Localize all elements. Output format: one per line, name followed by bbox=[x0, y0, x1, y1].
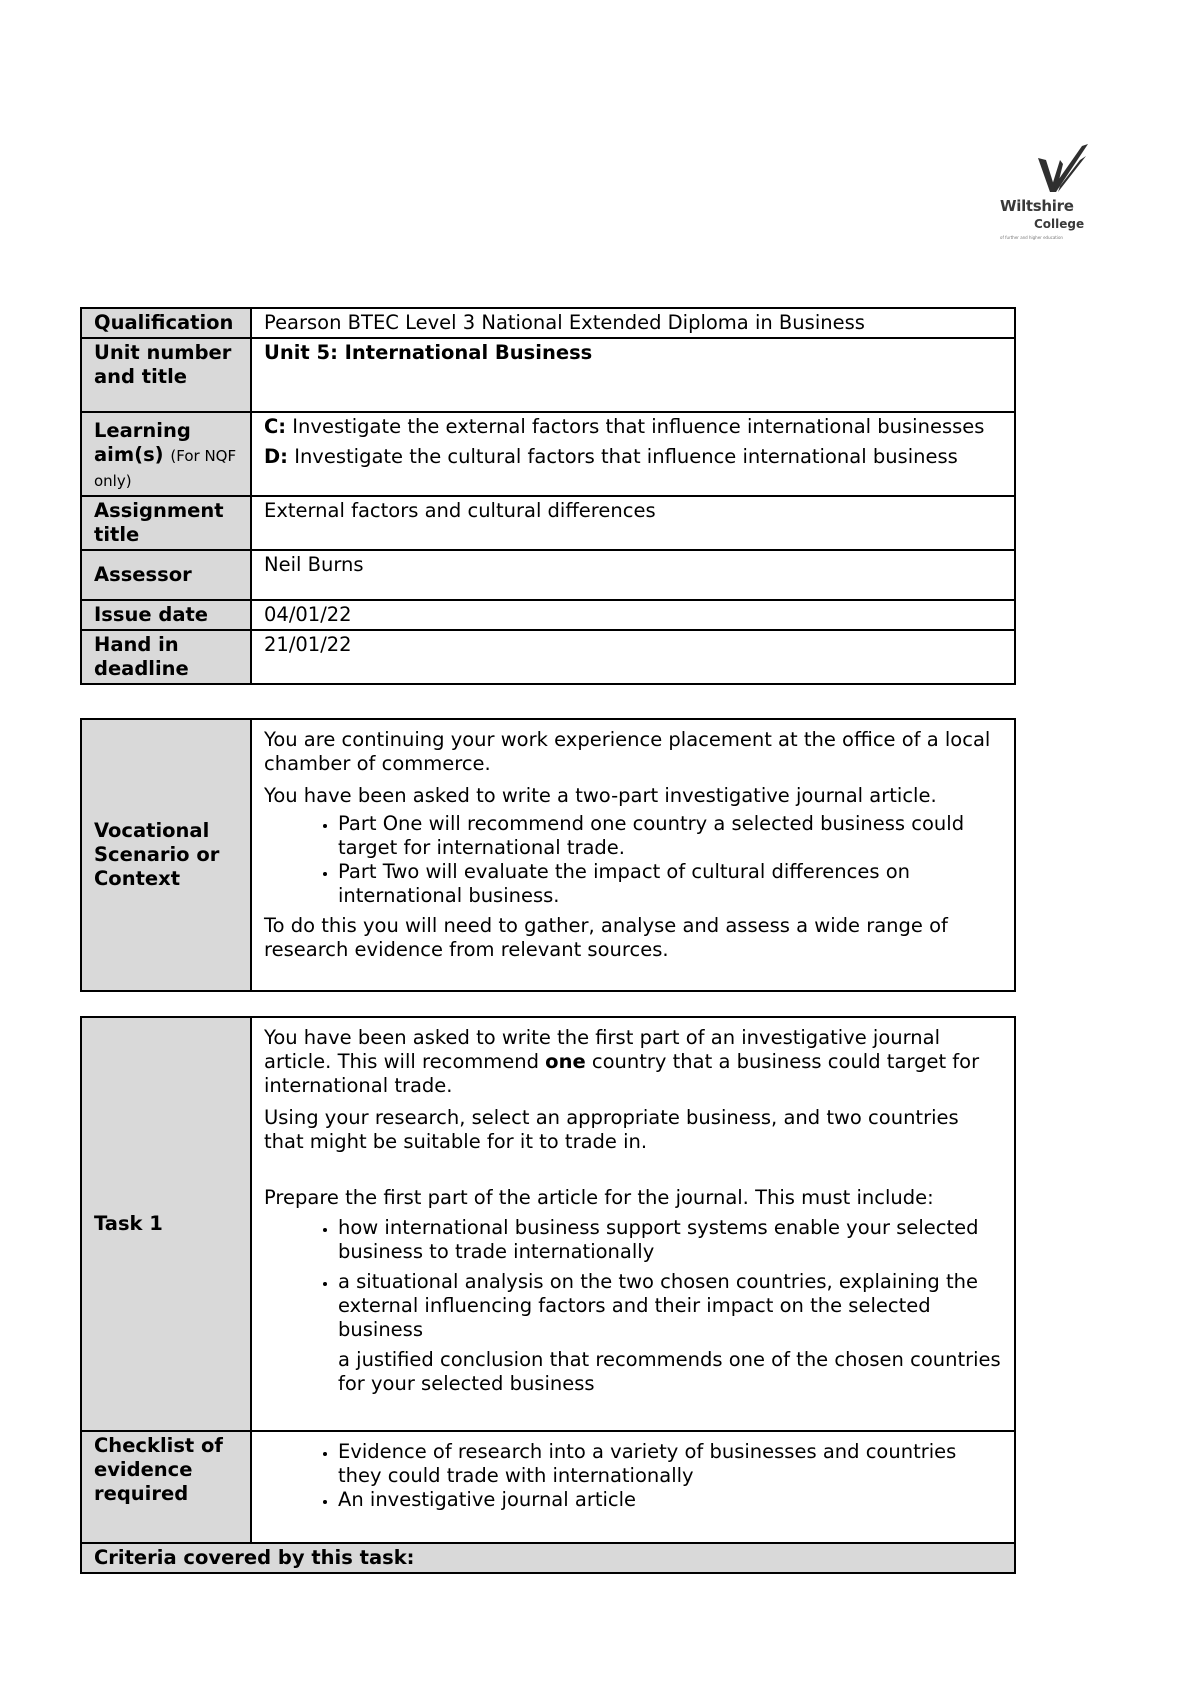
aim-d-letter: D: bbox=[264, 445, 288, 468]
issue-date-value: 04/01/22 bbox=[251, 600, 1015, 630]
scenario-bullet-2: • Part Two will evaluate the impact of cultural differences on international business. bbox=[338, 860, 1004, 908]
college-logo bbox=[1000, 145, 1100, 245]
qualification-row bbox=[81, 308, 1015, 338]
assessor-label: Assessor bbox=[81, 550, 251, 600]
deadline-value: 21/01/22 bbox=[251, 630, 1015, 684]
assignment-details-table bbox=[80, 307, 1016, 685]
learning-aims-note: (For NQF only) bbox=[94, 447, 237, 490]
assessor-value: Neil Burns bbox=[251, 550, 1015, 600]
criteria-label: Criteria covered by this task: bbox=[81, 1543, 1015, 1573]
logo-sub: College bbox=[1034, 217, 1085, 231]
task-paragraph-3: Prepare the first part of the article for the journal. This must include: bbox=[264, 1186, 934, 1209]
scenario-paragraph-3: To do this you will need to gather, analyse and assess a wide range of research evidence from relevant sources. bbox=[264, 914, 948, 961]
scenario-bullet-1: • Part One will recommend one country a selected business could target for international trade. bbox=[338, 812, 1004, 860]
logo-name: Wiltshire bbox=[1000, 197, 1074, 215]
scenario-paragraph-2: You have been asked to write a two-part investigative journal article. bbox=[264, 784, 937, 807]
aim-d-text: Investigate the cultural factors that influence international business bbox=[288, 445, 958, 468]
task-content bbox=[251, 1017, 1015, 1431]
checklist-bullet-1: • Evidence of research into a variety of businesses and countries they could trade with internationally bbox=[338, 1440, 1004, 1488]
tick-logo-icon bbox=[1036, 142, 1096, 197]
assignment-title-label: Assignment title bbox=[81, 496, 251, 550]
scenario-bullets bbox=[264, 812, 1004, 908]
criteria-row bbox=[81, 1543, 1015, 1573]
checklist-row bbox=[81, 1431, 1015, 1543]
issue-date-label: Issue date bbox=[81, 600, 251, 630]
task-p1-emphasis: one bbox=[545, 1050, 586, 1073]
task-paragraph-1 bbox=[264, 1026, 1004, 1098]
qualification-value: Pearson BTEC Level 3 National Extended Diploma in Business bbox=[251, 308, 1015, 338]
task-label: Task 1 bbox=[81, 1017, 251, 1431]
task-p1-start: You have been asked to write the first part of an investigative journal article. This will recommend bbox=[264, 1026, 941, 1073]
assignment-title-row bbox=[81, 496, 1015, 550]
assignment-title-value: External factors and cultural differences bbox=[251, 496, 1015, 550]
deadline-label: Hand in deadline bbox=[81, 630, 251, 684]
scenario-content bbox=[251, 719, 1015, 991]
learning-aims-value bbox=[251, 412, 1015, 496]
unit-value: Unit 5: International Business bbox=[251, 338, 1015, 412]
checklist-bullet-2: • An investigative journal article bbox=[338, 1488, 1004, 1512]
task-table bbox=[80, 1016, 1016, 1574]
assessor-row bbox=[81, 550, 1015, 600]
task-row bbox=[81, 1017, 1015, 1431]
aim-c-letter: C: bbox=[264, 415, 287, 438]
unit-label: Unit number and title bbox=[81, 338, 251, 412]
unit-row bbox=[81, 338, 1015, 412]
task-paragraph-2: Using your research, select an appropriate business, and two countries that might be suitable for it to trade in. bbox=[264, 1106, 959, 1153]
scenario-label: Vocational Scenario or Context bbox=[81, 719, 251, 991]
task-bullet-1: • how international business support systems enable your selected business to trade internationally bbox=[338, 1216, 1004, 1264]
task-p1-end: country that a business could target for international trade. bbox=[264, 1050, 980, 1097]
learning-aims-label-cell bbox=[81, 412, 251, 496]
scenario-table bbox=[80, 718, 1016, 992]
issue-date-row bbox=[81, 600, 1015, 630]
deadline-row bbox=[81, 630, 1015, 684]
learning-aims-label: Learning aim(s) bbox=[94, 419, 191, 466]
qualification-label: Qualification bbox=[81, 308, 251, 338]
task-bullet-2: • a situational analysis on the two chosen countries, explaining the external influencing factors and their impact on the selected business bbox=[338, 1270, 1004, 1342]
checklist-bullets bbox=[264, 1440, 1004, 1512]
learning-aims-row bbox=[81, 412, 1015, 496]
aim-c-text: Investigate the external factors that influence international businesses bbox=[286, 415, 985, 438]
logo-tagline: of further and higher education bbox=[1000, 235, 1063, 240]
scenario-row bbox=[81, 719, 1015, 991]
scenario-paragraph-1: You are continuing your work experience placement at the office of a local chamber of commerce. bbox=[264, 728, 991, 775]
checklist-content bbox=[251, 1431, 1015, 1543]
checklist-label: Checklist of evidence required bbox=[81, 1431, 251, 1543]
task-conclusion-text: a justified conclusion that recommends one of the chosen countries for your selected business bbox=[338, 1348, 1001, 1395]
task-bullets bbox=[264, 1216, 1004, 1342]
